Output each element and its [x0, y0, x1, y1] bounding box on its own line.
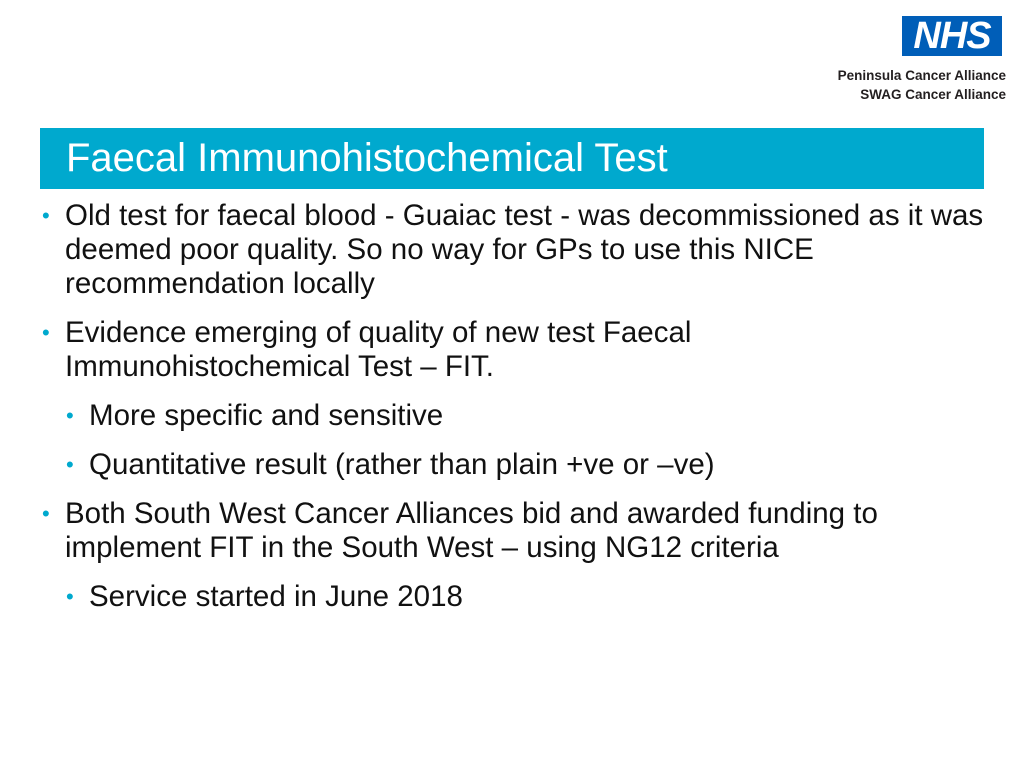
slide-title: Faecal Immunohistochemical Test [66, 136, 668, 180]
bullet-item [40, 316, 984, 384]
title-bar [40, 128, 984, 189]
org-name-swag: SWAG Cancer Alliance [860, 87, 1006, 102]
bullet-text: Evidence emerging of quality of new test Faecal Immunohistochemical Test – FIT. [65, 316, 692, 383]
bullet-text: Old test for faecal blood - Guaiac test - was decommissioned as it was deemed poor quality. So no way for GPs to use this NICE recommendation locally [65, 199, 984, 300]
sub-bullet-item [40, 399, 984, 433]
org-name-peninsula: Peninsula Cancer Alliance [837, 68, 1006, 83]
sub-bullet-item [40, 448, 984, 482]
bullet-item [40, 199, 984, 301]
bullet-dot-icon: • [66, 584, 74, 609]
logo-block [770, 16, 1010, 104]
bullet-item [40, 497, 984, 565]
bullet-dot-icon: • [66, 403, 74, 428]
bullet-dot-icon: • [66, 452, 74, 477]
bullet-dot-icon: • [42, 320, 50, 345]
bullet-text: More specific and sensitive [89, 399, 444, 432]
sub-bullet-item [40, 580, 984, 614]
bullet-text: Service started in June 2018 [89, 580, 463, 613]
nhs-logo: NHS [902, 16, 1002, 56]
bullet-dot-icon: • [42, 501, 50, 526]
bullet-text: Quantitative result (rather than plain +ve or –ve) [89, 448, 715, 481]
bullet-dot-icon: • [42, 203, 50, 228]
bullet-text: Both South West Cancer Alliances bid and awarded funding to implement FIT in the South West – using NG12 criteria [65, 497, 878, 564]
bullet-list [40, 199, 984, 614]
slide-content [40, 199, 984, 629]
